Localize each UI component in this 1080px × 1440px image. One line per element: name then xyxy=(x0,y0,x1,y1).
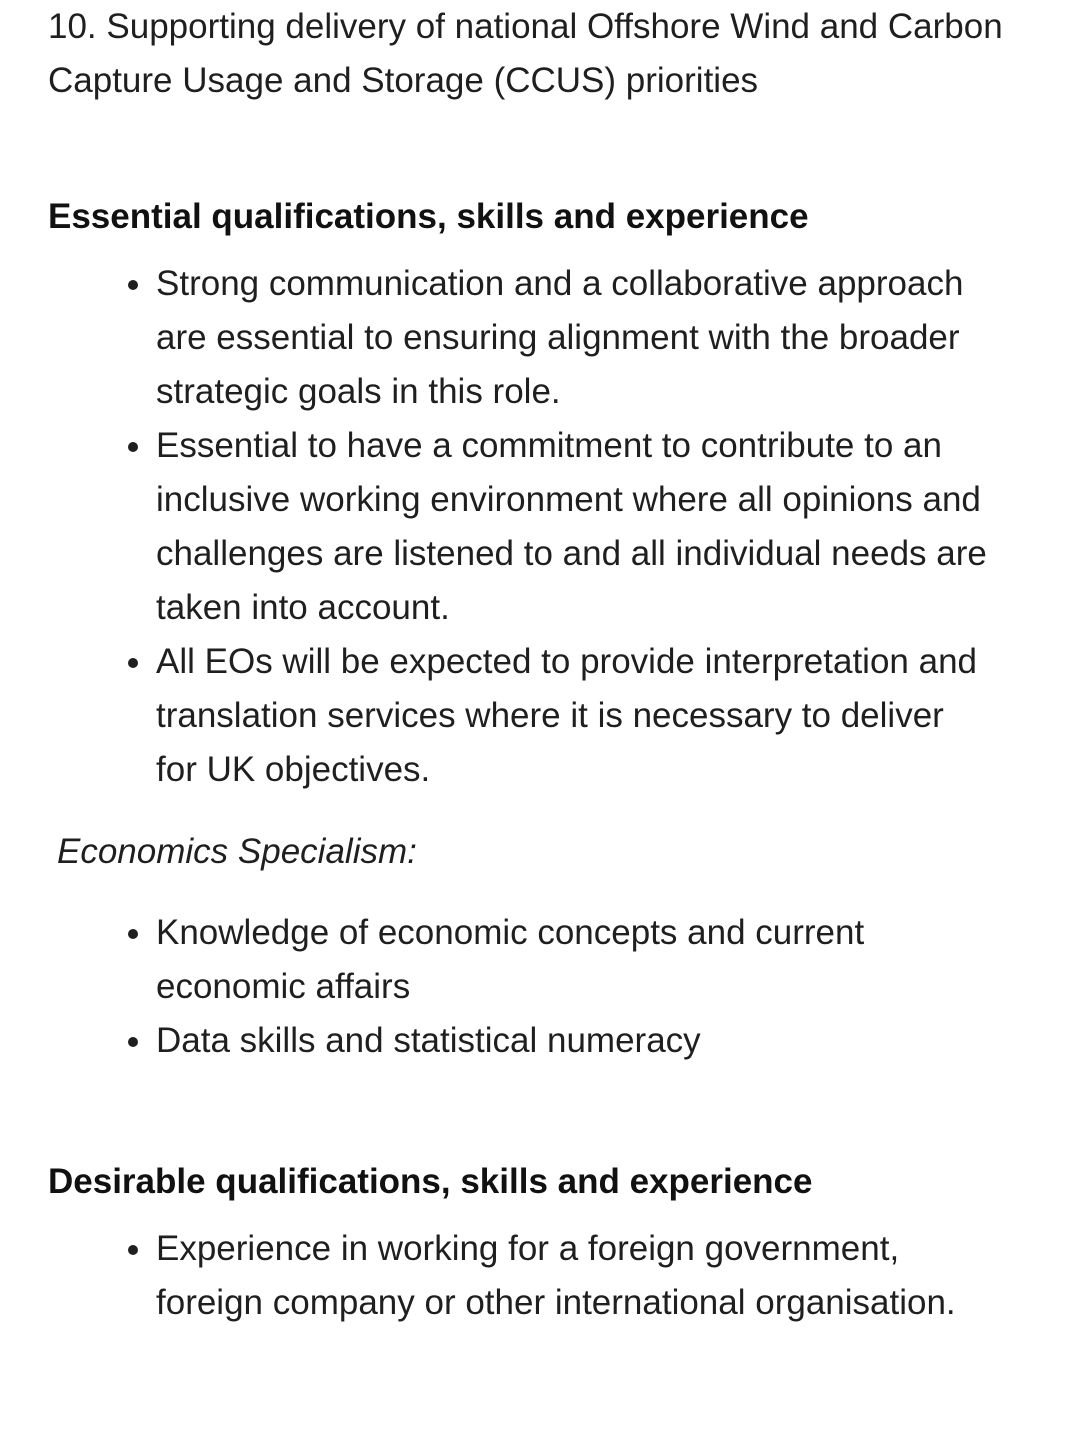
list-item-text: Essential to have a commitment to contribute to an inclusive working environment where all opinions and challenges are listened to and all individual needs are taken into account. xyxy=(156,426,987,627)
bullet-icon xyxy=(128,1037,138,1047)
economics-specialism-list xyxy=(0,906,1030,1068)
list-item xyxy=(0,419,1030,635)
bullet-icon xyxy=(128,280,138,290)
list-item-text: Strong communication and a collaborative approach are essential to ensuring alignment with the broader strategic goals in this role. xyxy=(156,264,964,411)
bullet-icon xyxy=(128,1245,138,1255)
bullet-icon xyxy=(128,442,138,452)
list-item xyxy=(0,257,1030,419)
essential-qualifications-heading: Essential qualifications, skills and experience xyxy=(48,197,809,236)
economics-specialism-heading: Economics Specialism: xyxy=(57,832,417,871)
list-item xyxy=(0,635,1030,797)
list-item xyxy=(0,1222,1030,1330)
list-item xyxy=(0,1014,1030,1068)
list-item xyxy=(0,906,1030,1014)
essential-qualifications-list xyxy=(0,257,1030,797)
bullet-icon xyxy=(128,658,138,668)
list-item-text: All EOs will be expected to provide interpretation and translation services where it is necessary to deliver for UK objectives. xyxy=(156,642,978,789)
desirable-qualifications-list xyxy=(0,1222,1030,1330)
desirable-qualifications-heading: Desirable qualifications, skills and experience xyxy=(48,1162,813,1201)
responsibility-item-10: 10. Supporting delivery of national Offshore Wind and Carbon Capture Usage and Storage (CCUS) priorities xyxy=(48,7,1003,100)
bullet-icon xyxy=(128,929,138,939)
list-item-text: Knowledge of economic concepts and current economic affairs xyxy=(156,913,865,1006)
list-item-text: Experience in working for a foreign government, foreign company or other international organisation. xyxy=(156,1229,956,1322)
list-item-text: Data skills and statistical numeracy xyxy=(156,1021,701,1060)
